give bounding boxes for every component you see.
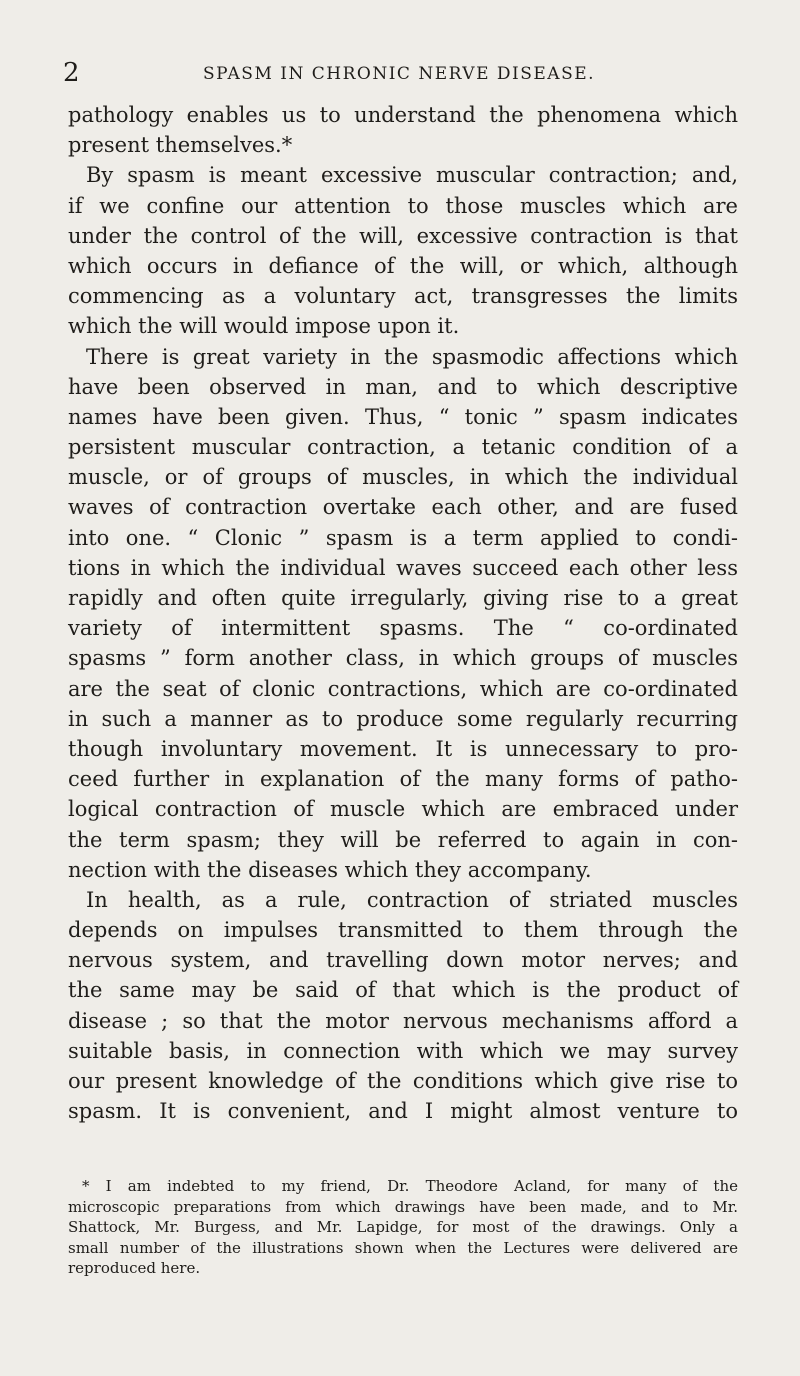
page-header — [63, 58, 733, 88]
text-line: are the seat of clonic contractions, which are co-ordinated — [68, 676, 738, 701]
text-line: disease ; so that the motor nervous mechanisms afford a — [68, 1008, 738, 1033]
text-line: names have been given. Thus, “ tonic ” spasm indicates — [68, 404, 738, 429]
text-line: commencing as a voluntary act, transgresses the limits — [68, 284, 738, 309]
text-line: nection with the diseases which they accompany. — [68, 857, 592, 882]
text-line: In health, as a rule, contraction of striated muscles — [86, 887, 738, 912]
text-line: the term spasm; they will be referred to again in con- — [68, 827, 738, 852]
text-line: muscle, or of groups of muscles, in which the individual — [68, 465, 738, 490]
text-line: under the control of the will, excessive contraction is that — [68, 223, 738, 248]
text-line: pathology enables us to understand the phenomena which — [68, 103, 738, 127]
text-line: ceed further in explanation of the many forms of patho- — [68, 767, 738, 792]
footnote-line: reproduced here. — [68, 1259, 201, 1277]
running-head: SPASM IN CHRONIC NERVE DISEASE. — [203, 64, 596, 84]
text-line: if we confine our attention to those muscles which are — [68, 193, 738, 218]
footnote-line: small number of the illustrations shown when the Lectures were delivered are — [68, 1238, 738, 1257]
text-line: which the will would impose upon it. — [68, 314, 460, 339]
footnote-line: microscopic preparations from which drawings have been made, and to Mr. — [68, 1197, 738, 1216]
text-line: our present knowledge of the conditions which give rise to — [68, 1069, 738, 1093]
text-line: spasms ” form another class, in which groups of muscles — [68, 646, 738, 671]
text-line: nervous system, and travelling down motor nerves; and — [68, 948, 738, 973]
text-line: waves of contraction overtake each other, and are fused — [68, 495, 738, 520]
text-line: into one. “ Clonic ” spasm is a term applied to condi- — [68, 525, 738, 550]
text-line: though involuntary movement. It is unnecessary to pro- — [68, 736, 738, 761]
text-line: tions in which the individual waves succeed each other less — [68, 555, 738, 580]
text-line: suitable basis, in connection with which we may survey — [68, 1038, 738, 1063]
text-line: variety of intermittent spasms. The “ co-ordinated — [68, 616, 738, 641]
text-line: which occurs in defiance of the will, or which, although — [68, 253, 738, 278]
body-text — [68, 100, 738, 1126]
footnote-line: Shattock, Mr. Burgess, and Mr. Lapidge, for most of the drawings. Only a — [68, 1218, 738, 1236]
text-line: By spasm is meant excessive muscular contraction; and, — [86, 163, 738, 188]
text-line: have been observed in man, and to which descriptive — [68, 374, 738, 399]
text-line: logical contraction of muscle which are embraced under — [68, 797, 738, 822]
text-line: rapidly and often quite irregularly, giving rise to a great — [68, 586, 738, 610]
page-number: 2 — [63, 58, 80, 88]
text-line: present themselves.* — [68, 133, 293, 158]
footnote — [68, 1176, 738, 1279]
text-line: There is great variety in the spasmodic affections which — [86, 344, 738, 369]
text-line: persistent muscular contraction, a tetanic condition of a — [68, 435, 738, 460]
text-line: depends on impulses transmitted to them through the — [68, 918, 738, 943]
footnote-line: * I am indebted to my friend, Dr. Theodore Acland, for many of the — [82, 1177, 738, 1195]
text-line: spasm. It is convenient, and I might almost venture to — [68, 1099, 738, 1124]
text-line: the same may be said of that which is the product of — [68, 978, 738, 1003]
text-line: in such a manner as to produce some regularly recurring — [68, 706, 738, 731]
